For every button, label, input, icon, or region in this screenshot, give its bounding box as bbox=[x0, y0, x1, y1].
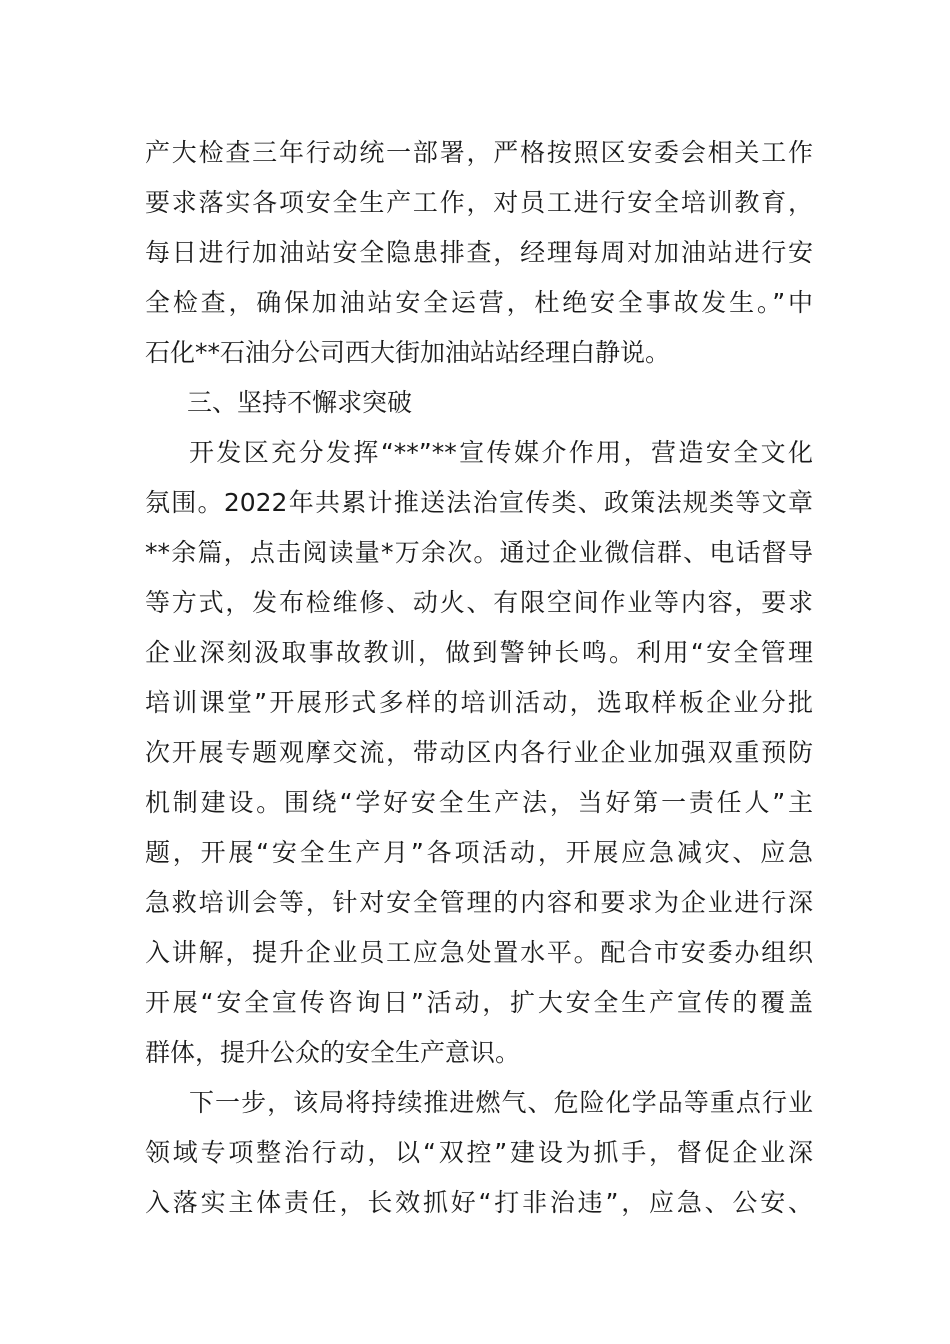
paragraph-line: 全检查，确保加油站安全运营，杜绝安全事故发生。”中 bbox=[145, 288, 813, 317]
paragraph-line: 题，开展“安全生产月”各项活动，开展应急减灾、应急 bbox=[145, 838, 813, 867]
paragraph-line: 每日进行加油站安全隐患排查，经理每周对加油站进行安 bbox=[145, 238, 813, 267]
document-body bbox=[145, 128, 813, 1228]
paragraph-line: 等方式，发布检维修、动火、有限空间作业等内容，要求 bbox=[145, 588, 813, 617]
paragraph-line: 群体，提升公众的安全生产意识。 bbox=[145, 1038, 521, 1067]
paragraph-line: 培训课堂”开展形式多样的培训活动，选取样板企业分批 bbox=[145, 688, 813, 717]
paragraph-line: 下一步，该局将持续推进燃气、危险化学品等重点行业 bbox=[189, 1088, 813, 1117]
paragraph-line: 领域专项整治行动，以“双控”建设为抓手，督促企业深 bbox=[145, 1138, 813, 1167]
paragraph-line: 开展“安全宣传咨询日”活动，扩大安全生产宣传的覆盖 bbox=[145, 988, 813, 1017]
paragraph-line: 次开展专题观摩交流，带动区内各行业企业加强双重预防 bbox=[145, 738, 813, 767]
paragraph-line: 入落实主体责任，长效抓好“打非治违”，应急、公安、 bbox=[145, 1188, 813, 1217]
paragraph-line: 急救培训会等，针对安全管理的内容和要求为企业进行深 bbox=[145, 888, 813, 917]
paragraph-line: **余篇，点击阅读量*万余次。通过企业微信群、电话督导 bbox=[145, 538, 813, 567]
paragraph-line: 开发区充分发挥“**”**宣传媒介作用，营造安全文化 bbox=[189, 438, 813, 467]
paragraph-line: 要求落实各项安全生产工作，对员工进行安全培训教育， bbox=[145, 188, 813, 217]
paragraph-line: 石化**石油分公司西大街加油站站经理白静说。 bbox=[145, 338, 671, 367]
paragraph-line: 氛围。2022年共累计推送法治宣传类、政策法规类等文章 bbox=[145, 488, 813, 517]
paragraph-line: 入讲解，提升企业员工应急处置水平。配合市安委办组织 bbox=[145, 938, 813, 967]
paragraph-line: 企业深刻汲取事故教训，做到警钟长鸣。利用“安全管理 bbox=[145, 638, 813, 667]
section-heading: 三、坚持不懈求突破 bbox=[187, 388, 413, 417]
paragraph-line: 机制建设。围绕“学好安全生产法，当好第一责任人”主 bbox=[145, 788, 813, 817]
paragraph-line: 产大检查三年行动统一部署，严格按照区安委会相关工作 bbox=[145, 138, 813, 167]
